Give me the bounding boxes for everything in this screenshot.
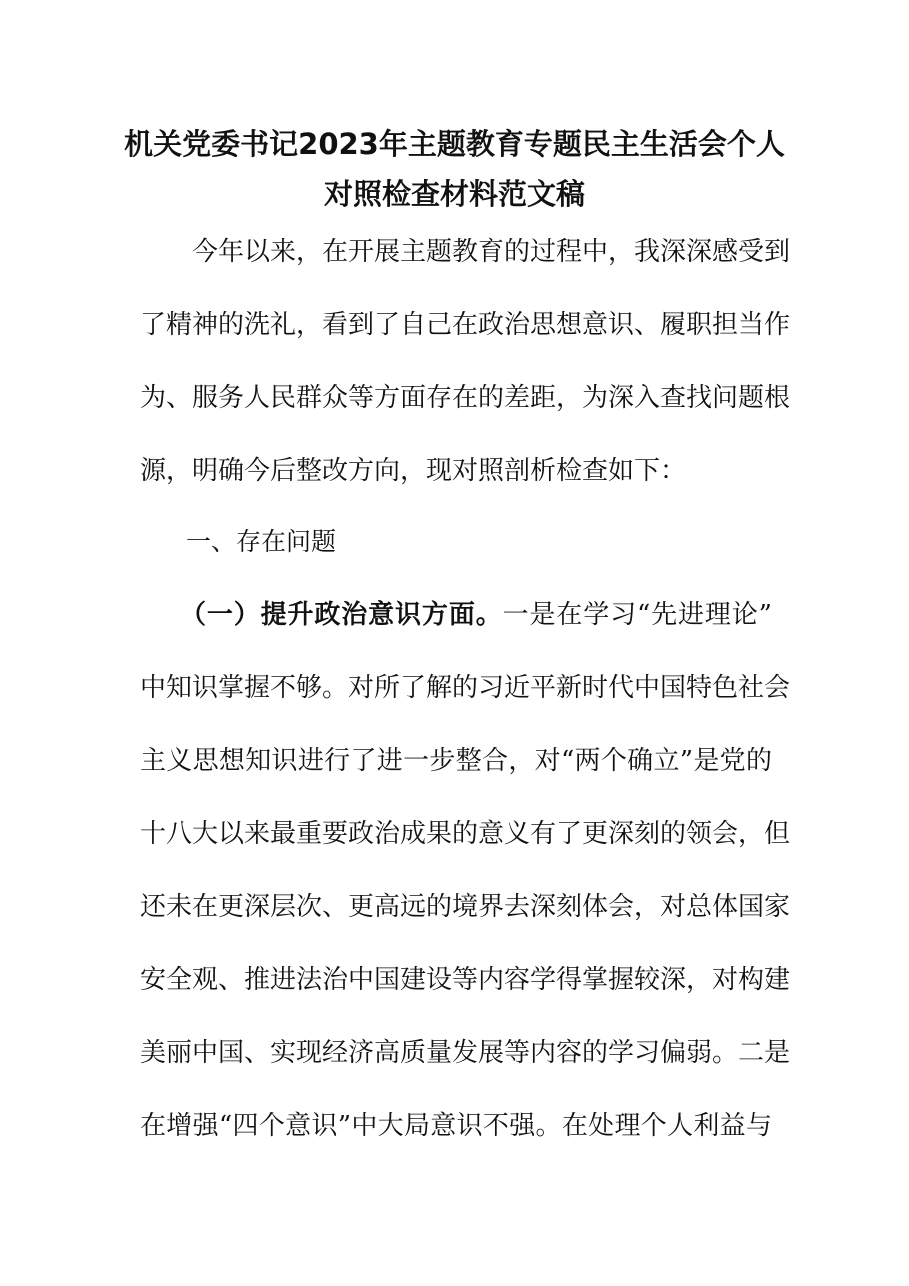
subsection-heading: （一）提升政治意识方面。 [180,600,503,630]
subsection-line [180,597,772,633]
section-heading: 一、存在问题 [186,527,337,556]
paragraph-line: 源，明确今后整改方向，现对照剖析检查如下： [140,456,687,486]
paragraph-line: 中知识掌握不够。对所了解的习近平新时代中国特色社会 [140,673,791,703]
paragraph-line: 还未在更深层次、更高远的境界去深刻体会，对总体国家 [140,892,791,922]
subsection-text: 一是在学习“先进理论” [502,600,772,630]
paragraph-line: 了精神的洗礼，看到了自己在政治思想意识、履职担当作 [140,310,791,340]
paragraph-line: 安全观、推进法治中国建设等内容学得掌握较深，对构建 [140,965,791,995]
paragraph-line: 今年以来，在开展主题教育的过程中，我深深感受到 [192,237,791,267]
paragraph-line: 十八大以来最重要政治成果的意义有了更深刻的领会，但 [140,819,791,849]
document-title-line-1: 机关党委书记2023年主题教育专题民主生活会个人 [124,127,785,161]
paragraph-line: 美丽中国、实现经济高质量发展等内容的学习偏弱。二是 [140,1038,791,1068]
document-title-line-2: 对照检查材料范文稿 [323,177,585,211]
paragraph-line: 在增强“四个意识”中大局意识不强。在处理个人利益与 [140,1111,772,1141]
paragraph-line: 主义思想知识进行了进一步整合，对“两个确立”是党的 [140,746,772,776]
paragraph-line: 为、服务人民群众等方面存在的差距，为深入查找问题根 [140,383,791,413]
